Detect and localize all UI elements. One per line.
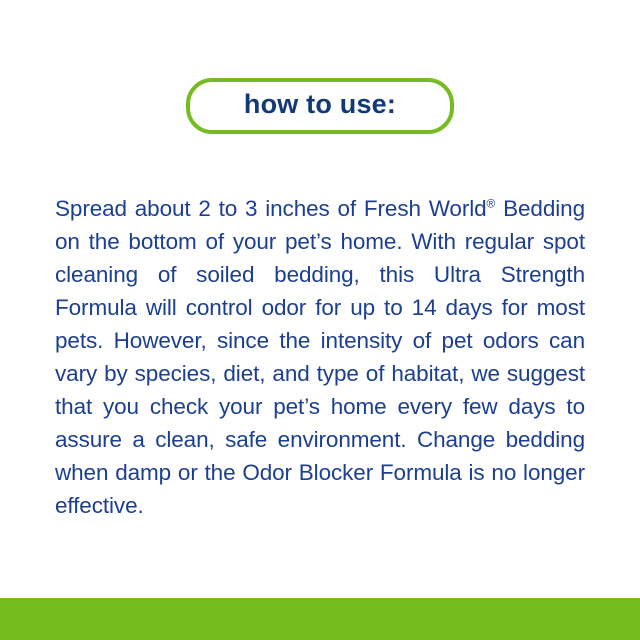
instructions-text-part1: Spread about 2 to 3 inches of Fresh World	[55, 196, 487, 221]
instructions-paragraph	[55, 192, 585, 522]
instructions-text-part2: Bedding on the bottom of your pet’s home. With regular spot cleaning of soiled bedding, this Ultra Strength Formula will control odor for up to 14 days for most pets. However, since the intensity of pet odors can vary by species, diet, and type of habitat, we suggest that you check your pet’s home every few days to assure a clean, safe environment. Change bedding when damp or the Odor Blocker Formula is no longer effective.	[55, 196, 585, 518]
registered-trademark-symbol: ®	[486, 196, 496, 211]
page-title: how to use:	[243, 89, 397, 119]
heading-container	[0, 78, 640, 134]
footer-bar	[0, 598, 640, 640]
instructions-text	[55, 192, 585, 522]
heading-pill	[186, 78, 454, 134]
